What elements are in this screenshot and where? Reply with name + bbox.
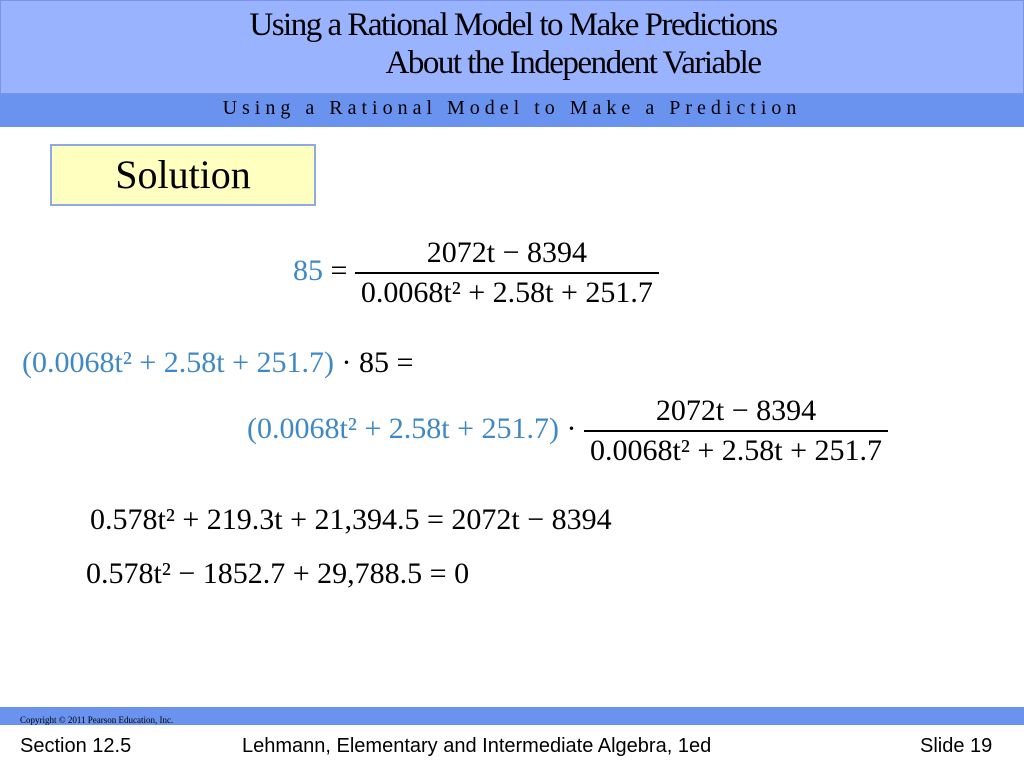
equation-1-numerator: 2072t − 8394 [426,236,588,269]
equation-3-numerator: 2072t − 8394 [655,394,817,427]
equation-2-factor: (0.0068t² + 2.58t + 251.7) [22,346,334,379]
footer-book-title: Lehmann, Elementary and Intermediate Algebra, 1ed [242,735,712,757]
equation-3-fraction [584,394,888,468]
equation-2-rest: · 85 = [333,346,414,379]
equation-1-lhs: 85 [293,253,323,287]
footer-slide-number: Slide 19 [920,735,993,757]
equation-3-denominator: 0.0068t² + 2.58t + 251.7 [584,430,888,468]
equation-4: 0.578t² + 219.3t + 21,394.5 = 2072t − 8394 [90,503,612,536]
equation-1-fraction [355,236,659,310]
slide-title-line2: About the Independent Variable [385,45,761,81]
equation-5: 0.578t² − 1852.7 + 29,788.5 = 0 [86,557,470,590]
subtitle-bar [0,94,1024,127]
footer-section: Section 12.5 [20,735,132,757]
equation-2 [22,346,413,380]
slide-title-line1: Using a Rational Model to Make Predictions [249,7,777,43]
equation-1: 85 = $\frac{2072t - 8394}{\text{0.0068t² + 2.58t + 251.7}}$ [293,236,659,310]
slide-subtitle: Using a Rational Model to Make a Prediction [222,97,802,119]
copyright-text: Copyright © 2011 Pearson Education, Inc. [20,715,174,725]
slide-header [0,0,1024,94]
equation-3: (0.0068t² + 2.58t + 251.7) · $\frac{2072t - 8394}{\text{0.0068t² + 2.58t + 251.7}}$ [247,394,888,468]
solution-label-box [50,144,316,206]
equation-1-denominator: 0.0068t² + 2.58t + 251.7 [355,272,659,310]
equation-3-factor: (0.0068t² + 2.58t + 251.7) [247,411,559,445]
solution-label: Solution [115,152,251,197]
